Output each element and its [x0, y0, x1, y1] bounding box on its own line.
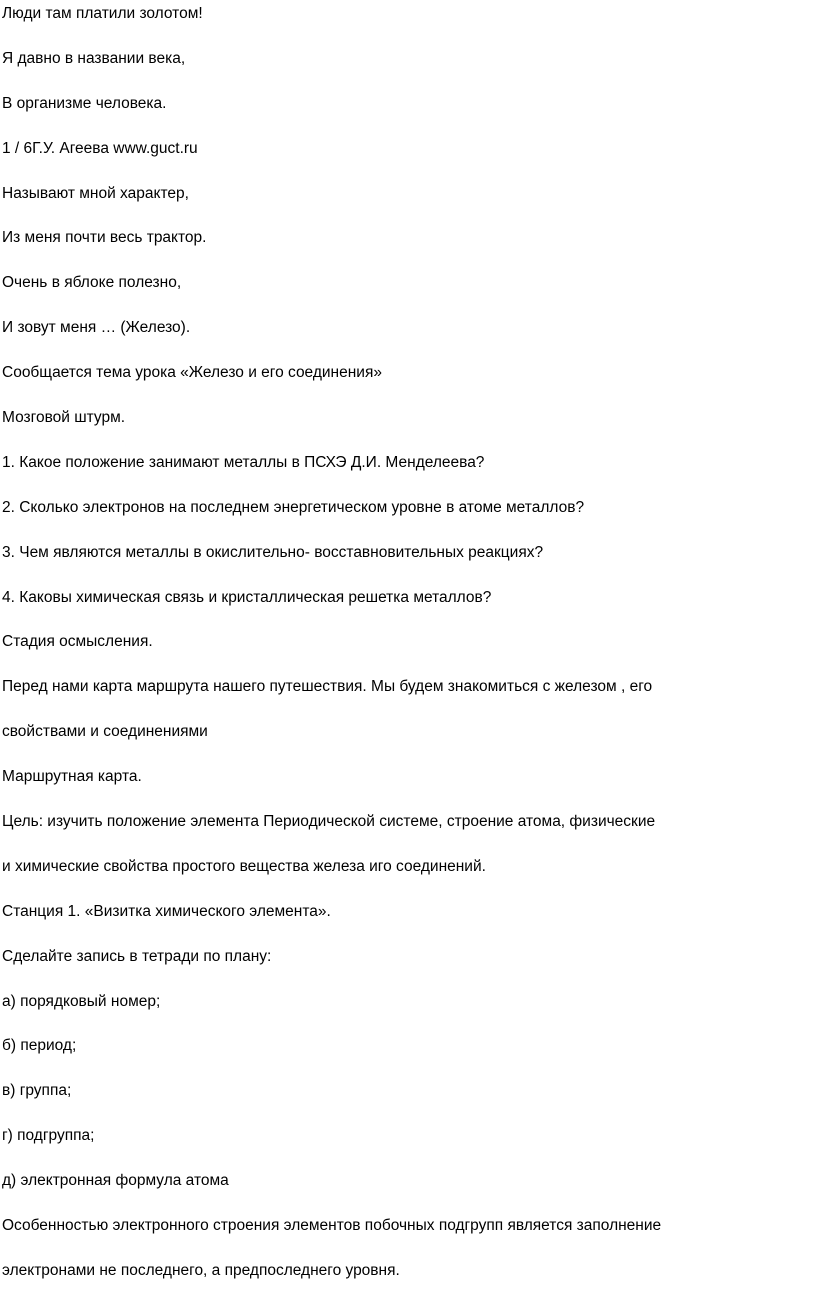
section-heading: Стадия осмысления.: [2, 633, 153, 651]
text-line: Цель: изучить положение элемента Периодической системе, строение атома, физические: [2, 813, 656, 831]
page-footer-line: 1 / 6Г.У. Агеева www.guct.ru: [2, 139, 198, 157]
section-heading: Мозговой штурм.: [2, 409, 126, 427]
text-line: свойствами и соединениями: [2, 723, 208, 741]
plan-item: г) подгруппа;: [2, 1127, 95, 1145]
question-line: 3. Чем являются металлы в окислительно- восставновительных реакциях?: [2, 543, 544, 561]
text-line: Перед нами карта маршрута нашего путешествия. Мы будем знакомиться с железом , его: [2, 678, 653, 696]
section-heading: Маршрутная карта.: [2, 768, 142, 786]
plan-item: д) электронная формула атома: [2, 1172, 229, 1190]
text-line: Из меня почти весь трактор.: [2, 229, 207, 247]
text-line: электронами не последнего, а предпоследнего уровня.: [2, 1261, 400, 1279]
question-line: 4. Каковы химическая связь и кристаллическая решетка металлов?: [2, 588, 492, 606]
text-line: И зовут меня … (Железо).: [2, 319, 191, 337]
lesson-topic-line: Сообщается тема урока «Железо и его соединения»: [2, 364, 382, 382]
plan-item: а) порядковый номер;: [2, 992, 161, 1010]
text-line: и химические свойства простого вещества железа иго соединений.: [2, 857, 486, 875]
text-line: Я давно в названии века,: [2, 49, 186, 67]
text-line: Люди там платили золотом!: [2, 5, 203, 22]
question-line: 1. Какое положение занимают металлы в ПСХЭ Д.И. Менделеева?: [2, 453, 485, 471]
text-line: Особенностью электронного строения элементов побочных подгрупп является заполнение: [2, 1217, 662, 1235]
text-line: В организме человека.: [2, 94, 167, 112]
station-heading: Станция 1. «Визитка химического элемента».: [2, 902, 331, 920]
text-line: Сделайте запись в тетради по плану:: [2, 947, 272, 965]
text-line: Очень в яблоке полезно,: [2, 274, 182, 292]
question-line: 2. Сколько электронов на последнем энергетическом уровне в атоме металлов?: [2, 498, 585, 516]
text-line: Называют мной характер,: [2, 184, 189, 202]
plan-item: б) период;: [2, 1037, 77, 1055]
plan-item: в) группа;: [2, 1082, 72, 1100]
